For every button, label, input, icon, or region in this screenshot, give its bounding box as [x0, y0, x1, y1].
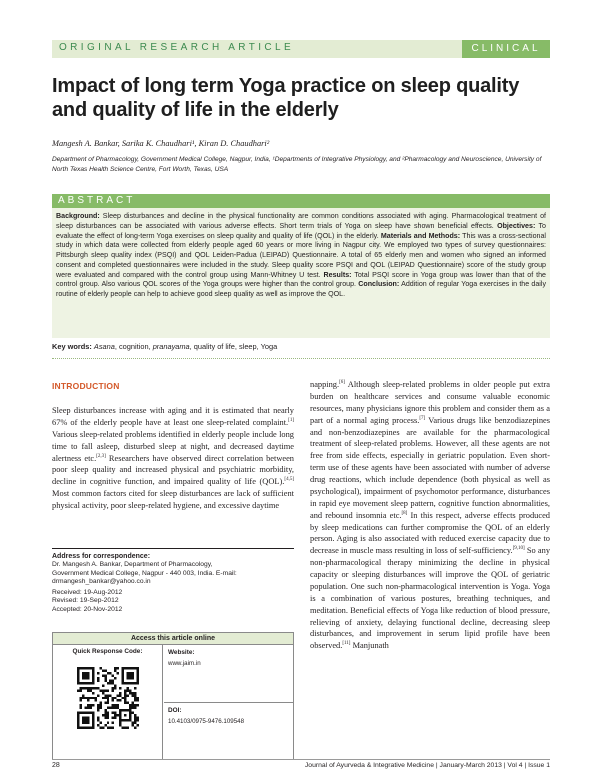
abstract-results-label: Results:	[323, 270, 352, 279]
received-date: Received: 19-Aug-2012	[52, 588, 123, 596]
abstract-background-label: Background:	[56, 212, 100, 220]
article-title: Impact of long term Yoga practice on sleep quality and quality of life in the elderly	[52, 75, 520, 121]
correspondence-block	[52, 548, 294, 615]
citation-marker[interactable]: [1]	[288, 418, 294, 424]
keywords-divider	[52, 358, 550, 359]
section-label: ORIGINAL RESEARCH ARTICLE	[59, 42, 295, 53]
abstract-objectives-label: Objectives:	[497, 221, 536, 230]
qr-code-icon[interactable]	[77, 667, 139, 729]
doi-cell	[164, 702, 293, 759]
abstract-objectives: To evaluate the effect of long-term Yoga exercises on sleep quality and quality of life (QOL) in the elderly.	[56, 221, 546, 240]
qr-cell	[53, 645, 163, 759]
body-text: napping.	[310, 380, 340, 389]
body-text: Researchers have observed direct correlation between poor sleep quality and increased physical and psychiatric morbidity, decline in cognitive function, and impaired quality of life (QOL).	[52, 453, 294, 487]
qr-label: Quick Response Code:	[72, 648, 143, 655]
website-cell	[164, 645, 293, 702]
body-text: Most common factors cited for sleep disturbances are lack of sufficient physical activity, poor sleep-related hygiene, and excessive daytime	[52, 489, 294, 510]
correspondence-email: drmangesh_bankar@yahoo.co.in	[52, 578, 151, 586]
body-text: In this respect, adverse effects produced by sleep medications can further compromise the QOL of an elderly person. Aging is also associated with reduced exercise capacity due to decrease in muscle mass resulting in loss of self-sufficiency.	[310, 510, 550, 556]
body-text: Various sleep-related problems identified in elderly people include long time to fall asleep, disturbed sleep at night, and decreased daytime alertness etc.	[52, 429, 294, 463]
section-header-band	[52, 40, 550, 58]
keywords-label: Key words:	[52, 342, 92, 351]
author-affiliations: Department of Pharmacology, Government Medical College, Nagpur, India, ¹Departments of Integrative Physiology, and ²Pharmacology and Neuroscience, University of North Texas Health Science Centre, Fort Worth, Texas, USA	[52, 156, 542, 173]
author-list: Mangesh A. Bankar, Sarika K. Chaudhari¹, Kiran D. Chaudhari²	[52, 139, 270, 148]
citation-marker[interactable]: [7]	[419, 415, 426, 421]
abstract-methods: This was a cross-sectional study in which data were collected from elderly people aged 60 years or more living in Nagpur city. We employed two types of survey questionnaires: Pittsburgh sleep quality index (PSQI) and QOL Leiden-Padua (LEIPAD) Questionnaire. A total of 65 elderly men and women who signed an informed consent and completed questionnaires were included in the study. Sleep quality score PSQI and QOL (LEIPAD Questionnaire) score of the study group were evaluated and compared with the control group using Mann-Whitney U test.	[56, 231, 546, 279]
introduction-paragraph-left	[52, 405, 294, 512]
keyword: cognition	[118, 342, 149, 351]
website-label: Website:	[168, 649, 195, 656]
citation-marker[interactable]: [8]	[401, 510, 408, 516]
body-column-left	[52, 405, 294, 545]
page-number: 28	[52, 762, 60, 769]
keyword: pranayama	[152, 342, 190, 351]
accepted-date: Accepted: 20-Nov-2012	[52, 605, 123, 613]
abstract-text	[56, 212, 546, 300]
body-column-right	[310, 379, 550, 757]
body-text: Although sleep-related problems in older people put extra burden on healthcare services and consume valuable economic resources, many physicians ignore this problem and consider them as a part of a normal aging process.	[310, 380, 550, 425]
access-online-box	[52, 632, 294, 760]
abstract-conclusion: Addition of regular Yoga exercises in the daily routine of elderly people can help to achieve good sleep quality as well as improve the QOL.	[56, 280, 546, 298]
citation-marker[interactable]: [2,3]	[96, 453, 106, 459]
keyword: sleep	[238, 342, 257, 351]
introduction-paragraph-right	[310, 379, 550, 652]
abstract-conclusion-label: Conclusion:	[358, 280, 400, 289]
body-text: Various drugs like benzodiazepines and non-benzodiazepines are available for the pharmacological treatment of sleep-related problems. However, all these agents are not free from side effects, especially in geriatric population. Even short-term use of these agents have been associated with number of adverse drug reactions, which include dependence (both physical as well as psychological), impairment of psychomotor performance, disturbances in rapid eye movement sleep pattern, cognitive function abnormalities, and rebound insomnia etc.	[310, 415, 550, 520]
doi-label: DOI:	[168, 707, 182, 714]
abstract-box	[52, 208, 550, 338]
keyword: Asana	[93, 342, 115, 351]
access-details	[164, 645, 293, 759]
abstract-heading: ABSTRACT	[58, 195, 136, 206]
keywords-list: Asana, cognition, pranayama, quality of life, sleep, Yoga	[93, 342, 278, 351]
category-label: CLINICAL	[462, 40, 550, 58]
correspondence-line: Dr. Mangesh A. Bankar, Department of Pharmacology,	[52, 561, 213, 568]
journal-citation: Journal of Ayurveda & Integrative Medicine | January-March 2013 | Vol 4 | Issue 1	[304, 762, 550, 769]
website-link[interactable]: www.jaim.in	[168, 660, 201, 667]
body-text: So any non-pharmacological therapy minimizing the decline in physical capacity or sleeping disturbances will improve the QOL of geriatric population. One such non-pharmacological intervention is Yoga. Yoga is a combination of various postures, breathing techniques, and meditation. Beneficial effects of Yoga like reduction of blood pressure, relieving of anxiety, delaying functional decline, decreasing sleep disturbances, and improvement in serum lipid profile have been observed.	[310, 546, 550, 651]
body-text: Sleep disturbances increase with aging and it is estimated that nearly 67% of the elderly people have at least one sleep-related complaint.	[52, 406, 294, 427]
keyword: Yoga	[260, 342, 278, 351]
correspondence-line: Government Medical College, Nagpur - 440 003, India. E-mail:	[52, 569, 237, 577]
citation-marker[interactable]: [11]	[342, 641, 351, 647]
citation-marker[interactable]: [6]	[339, 380, 345, 386]
abstract-background: Sleep disturbances and decline in the physical functionality are common conditions associated with aging. Pharmacological treatment of sleep disturbances can be associated with various adverse effects. Short term trials of Yoga on sleep have shown beneficial effects.	[56, 212, 546, 230]
body-text: Manjunath	[350, 641, 389, 651]
introduction-heading: INTRODUCTION	[52, 381, 120, 391]
abstract-results: Total PSQI score in Yoga group was lower than that of the control group. Also various QOL scores of the Yoga groups were higher than the control group.	[56, 270, 546, 289]
article-dates	[52, 589, 294, 615]
citation-marker[interactable]: [9,10]	[512, 546, 525, 552]
footer-divider	[52, 759, 550, 760]
citation-marker[interactable]: [4,5]	[284, 477, 294, 483]
keyword: quality of life	[193, 342, 235, 351]
correspondence-heading: Address for correspondence:	[52, 553, 151, 560]
keywords-line	[52, 342, 277, 351]
doi-link[interactable]: 10.4103/0975-9476.109548	[168, 718, 245, 725]
abstract-heading-bar	[52, 194, 550, 208]
revised-date: Revised: 19-Sep-2012	[52, 597, 119, 605]
abstract-methods-label: Materials and Methods:	[380, 231, 461, 240]
access-heading: Access this article online	[53, 633, 293, 645]
